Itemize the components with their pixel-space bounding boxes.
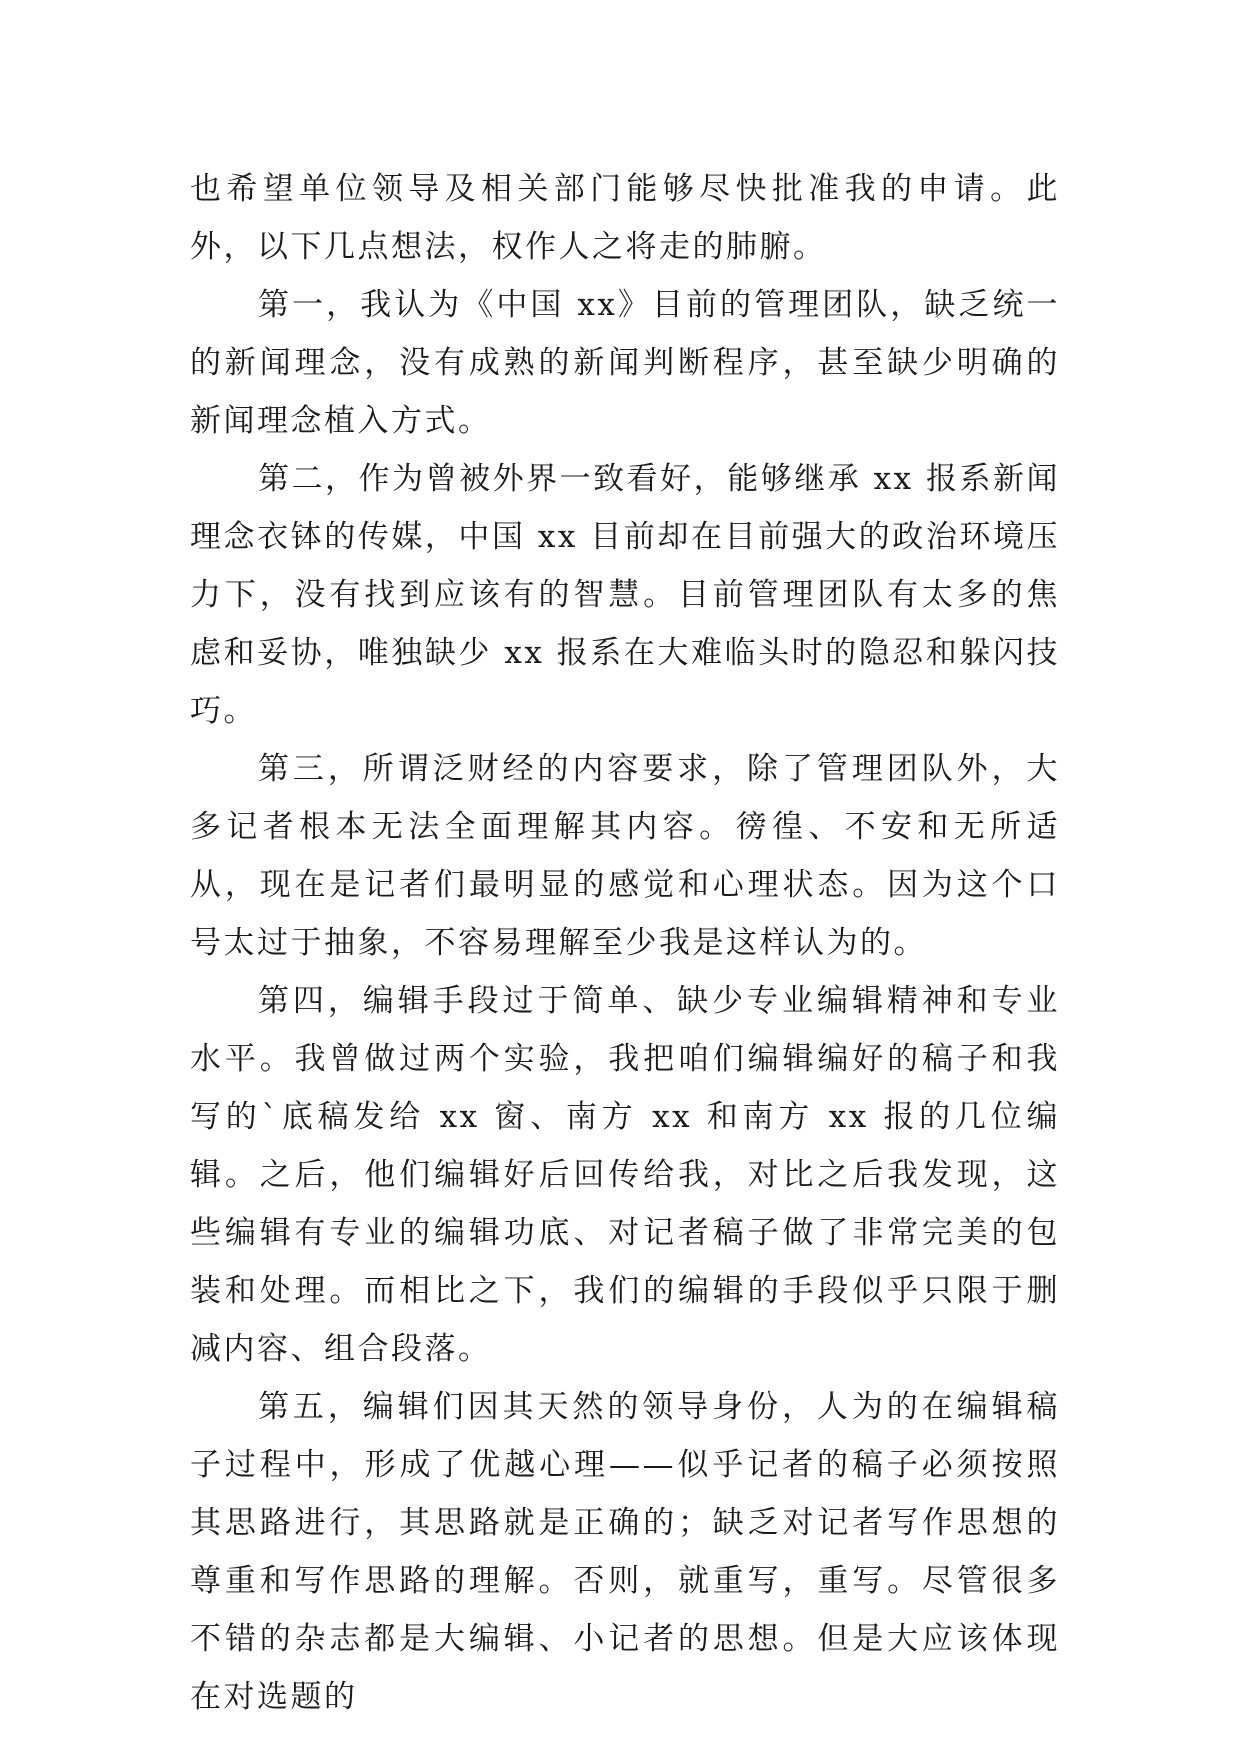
paragraph-intro-continuation: 也希望单位领导及相关部门能够尽快批准我的申请。此外，以下几点想法，权作人之将走的肺腑。: [190, 171, 1060, 265]
paragraph-point-two: 第二，作为曾被外界一致看好，能够继承 xx 报系新闻理念衣钵的传媒，中国 xx 目前却在目前强大的政治环境压力下，没有找到应该有的智慧。目前管理团队有太多的焦虑和妥协，唯独缺少 xx 报系在大难临头时的隐忍和躲闪技巧。: [190, 461, 1060, 729]
paragraph-point-one: 第一，我认为《中国 xx》目前的管理团队，缺乏统一的新闻理念，没有成熟的新闻判断程序，甚至缺少明确的新闻理念植入方式。: [190, 287, 1060, 439]
paragraph-point-three: 第三，所谓泛财经的内容要求，除了管理团队外，大多记者根本无法全面理解其内容。徬徨、不安和无所适从，现在是记者们最明显的感觉和心理状态。因为这个口号太过于抽象，不容易理解至少我是这样认为的。: [190, 751, 1060, 961]
body-text: [190, 160, 1060, 1726]
paragraph-point-five: 第五，编辑们因其天然的领导身份，人为的在编辑稿子过程中，形成了优越心理——似乎记者的稿子必须按照其思路进行，其思路就是正确的；缺乏对记者写作思想的尊重和写作思路的理解。否则，就重写，重写。尽管很多不错的杂志都是大编辑、小记者的思想。但是大应该体现在对选题的: [190, 1389, 1060, 1715]
paragraph-point-four: 第四，编辑手段过于简单、缺少专业编辑精神和专业水平。我曾做过两个实验，我把咱们编辑编好的稿子和我写的`底稿发给 xx 窗、南方 xx 和南方 xx 报的几位编辑。之后，他们编辑好后回传给我，对比之后我发现，这些编辑有专业的编辑功底、对记者稿子做了非常完美的包装和处理。而相比之下，我们的编辑的手段似乎只限于删减内容、组合段落。: [190, 983, 1060, 1367]
